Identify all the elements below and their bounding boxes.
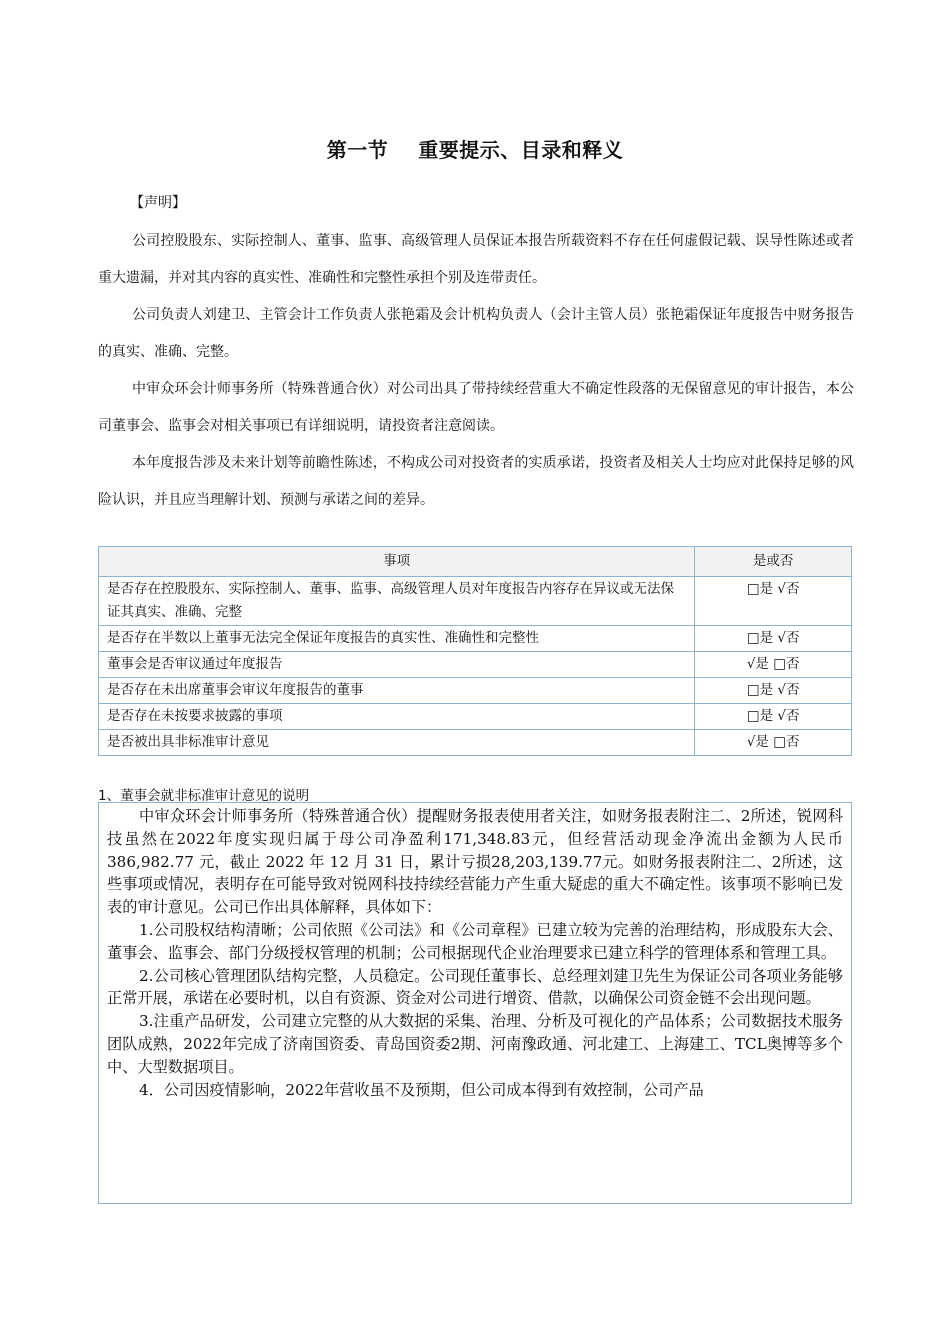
table-row: [99, 652, 852, 678]
table-row: [99, 730, 852, 756]
opinion-paragraph: 3.注重产品研发，公司建立完整的从大数据的采集、治理、分析及可视化的产品体系；公司数据技术服务团队成熟，2022年完成了济南国资委、青岛国资委2期、河南豫政通、河北建工、上海建工、TCL奥博等多个中、大型数据项目。: [107, 1012, 843, 1076]
matter-item: 是否存在未出席董事会审议年度报告的董事: [99, 678, 695, 704]
matter-answer: □是 √否: [695, 704, 852, 730]
opinion-paragraph: 中审众环会计师事务所（特殊普通合伙）提醒财务报表使用者关注，如财务报表附注二、2所述，锐网科技虽然在2022年度实现归属于母公司净盈利171,348.83元，但经营活动现金净流出金额为人民币 386,982.77 元，截止 2022 年 12 月 31 日，累计亏损28,203,139.77元。如财务报表附注二、2所述，这些事项或情况，表明存在可能导致对锐网科技持续经营能力产生重大疑虑的重大不确定性。该事项不影响已发表的审计意见。公司已作出具体解释，具体如下：: [107, 807, 843, 917]
column-header-item: 事项: [99, 547, 695, 577]
matter-item: 是否存在未按要求披露的事项: [99, 704, 695, 730]
table-header-row: [99, 547, 852, 577]
declaration-paragraph: 公司控股股东、实际控制人、董事、监事、高级管理人员保证本报告所载资料不存在任何虚假记载、误导性陈述或者重大遗漏，并对其内容的真实性、准确性和完整性承担个别及连带责任。: [98, 233, 854, 286]
opinion-heading: 1、董事会就非标准审计意见的说明: [98, 788, 310, 804]
table-row: [99, 678, 852, 704]
matter-item: 董事会是否审议通过年度报告: [99, 652, 695, 678]
declaration-paragraph: 中审众环会计师事务所（特殊普通合伙）对公司出具了带持续经营重大不确定性段落的无保留意见的审计报告，本公司董事会、监事会对相关事项已有详细说明，请投资者注意阅读。: [98, 381, 854, 434]
matter-answer: □是 √否: [695, 678, 852, 704]
table-row: [99, 626, 852, 652]
section-number: 第一节: [326, 138, 389, 162]
matters-table: [98, 546, 852, 756]
matter-answer: □是 √否: [695, 626, 852, 652]
opinion-paragraph: 1.公司股权结构清晰；公司依照《公司法》和《公司章程》已建立较为完善的治理结构，形成股东大会、董事会、监事会、部门分级授权管理的机制；公司根据现代企业治理要求已建立科学的管理体系和管理工具。: [107, 920, 843, 962]
opinion-paragraph: 4．公司因疫情影响，2022年营收虽不及预期，但公司成本得到有效控制，公司产品: [139, 1080, 704, 1099]
section-title-text: 重要提示、目录和释义: [418, 138, 624, 162]
opinion-paragraph: 2.公司核心管理团队结构完整，人员稳定。公司现任董事长、总经理刘建卫先生为保证公司各项业务能够正常开展，承诺在必要时机，以自有资源、资金对公司进行增资、借款，以确保公司资金链不会出现问题。: [107, 966, 843, 1008]
matter-item: 是否存在控股股东、实际控制人、董事、监事、高级管理人员对年度报告内容存在异议或无法保证其真实、准确、完整: [99, 577, 695, 626]
column-header-answer: 是或否: [695, 547, 852, 577]
matter-item: 是否存在半数以上董事无法完全保证年度报告的真实性、准确性和完整性: [99, 626, 695, 652]
matter-answer: √是 □否: [695, 730, 852, 756]
declaration-paragraph: 本年度报告涉及未来计划等前瞻性陈述，不构成公司对投资者的实质承诺，投资者及相关人士均应对此保持足够的风险认识，并且应当理解计划、预测与承诺之间的差异。: [98, 455, 854, 508]
section-title: [0, 134, 950, 163]
table-row: [99, 704, 852, 730]
declaration-heading: 【声明】: [130, 195, 186, 211]
table-row: [99, 577, 852, 626]
matter-answer: √是 □否: [695, 652, 852, 678]
opinion-text-box: [98, 802, 852, 1204]
matter-item: 是否被出具非标准审计意见: [99, 730, 695, 756]
matter-answer: □是 √否: [695, 577, 852, 626]
declaration-paragraph: 公司负责人刘建卫、主管会计工作负责人张艳霜及会计机构负责人（会计主管人员）张艳霜保证年度报告中财务报告的真实、准确、完整。: [98, 307, 854, 360]
